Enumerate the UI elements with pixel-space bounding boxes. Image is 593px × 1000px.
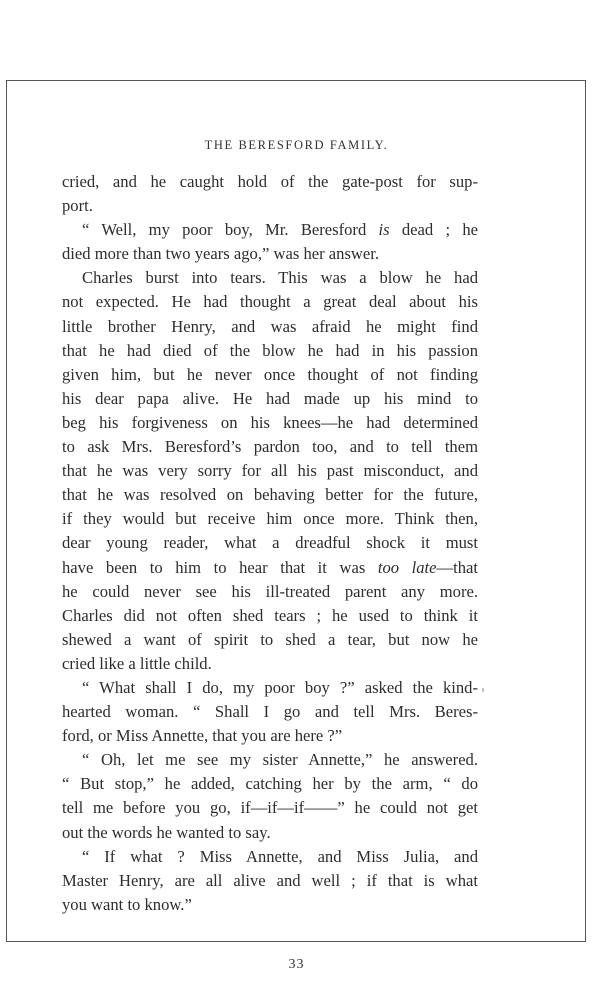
- text-run: given him, but he never once thought of not finding: [62, 364, 478, 384]
- text-run: little brother Henry, and was afraid he might find: [62, 316, 478, 336]
- text-line: [62, 194, 478, 218]
- text-line: [62, 580, 478, 604]
- text-line: [62, 266, 478, 290]
- running-head: THE BERESFORD FAMILY.: [204, 138, 389, 152]
- text-line: [62, 652, 478, 676]
- text-line: [62, 218, 478, 242]
- text-line: [62, 363, 478, 387]
- text-line: [62, 676, 478, 700]
- text-run: hearted woman. “ Shall I go and tell Mrs. Beres-: [62, 702, 478, 722]
- text-run: cried, and he caught hold of the gate-post for sup-: [62, 172, 478, 191]
- text-line: [62, 242, 478, 266]
- text-run: beg his forgiveness on his knees—he had determined: [62, 412, 478, 432]
- text-line: [62, 893, 478, 917]
- text-run: died more than two years ago,” was her answer.: [62, 244, 380, 264]
- text-run: that he was resolved on behaving better for the future,: [62, 485, 478, 505]
- print-speck: [482, 688, 484, 692]
- text-run: that he was very sorry for all his past misconduct, and: [62, 461, 478, 481]
- text-run: “ But stop,” he added, catching her by the arm, “ do: [62, 774, 478, 794]
- text-line: [62, 604, 478, 628]
- italic-run: too late: [377, 557, 437, 577]
- body-text: [62, 170, 478, 917]
- text-run: “ What shall I do, my poor boy ?” asked the kind-: [82, 677, 478, 697]
- text-line: [62, 339, 478, 363]
- text-run: if they would but receive him once more. Think then,: [62, 509, 478, 529]
- text-line: [62, 796, 478, 820]
- text-run: he could never see his ill-treated parent any more.: [62, 581, 478, 601]
- text-run: have been to him to hear that it was: [62, 557, 378, 577]
- text-run: you want to know.”: [62, 894, 192, 914]
- text-run: dead ; he: [389, 220, 478, 240]
- text-run: ford, or Miss Annette, that you are here ?”: [62, 726, 343, 746]
- text-run: not expected. He had thought a great deal about his: [62, 292, 478, 312]
- text-run: that he had died of the blow he had in his passion: [62, 340, 478, 360]
- text-run: “ Oh, let me see my sister Annette,” he answered.: [82, 750, 478, 770]
- text-line: [62, 724, 478, 748]
- text-line: [62, 170, 478, 194]
- text-line: [62, 821, 478, 845]
- page-number: 33: [288, 957, 305, 972]
- text-run: his dear papa alive. He had made up his mind to: [62, 388, 478, 408]
- text-run: tell me before you go, if—if—if——” he could not get: [62, 798, 478, 818]
- text-line: [62, 845, 478, 869]
- text-run: Charles did not often shed tears ; he used to think it: [62, 605, 478, 625]
- text-run: —that: [436, 557, 478, 577]
- text-line: [62, 772, 478, 796]
- text-line: [62, 507, 478, 531]
- text-line: [62, 556, 478, 580]
- text-run: port.: [62, 196, 93, 216]
- text-run: “ If what ? Miss Annette, and Miss Julia, and: [82, 846, 478, 866]
- text-run: “ Well, my poor boy, Mr. Beresford: [82, 220, 379, 240]
- text-run: out the words he wanted to say.: [62, 822, 271, 842]
- text-line: [62, 290, 478, 314]
- text-line: [62, 435, 478, 459]
- text-run: to ask Mrs. Beresford’s pardon too, and to tell them: [62, 437, 478, 457]
- text-line: [62, 869, 478, 893]
- text-run: Charles burst into tears. This was a blow he had: [82, 268, 478, 288]
- text-line: [62, 315, 478, 339]
- italic-run: is: [378, 220, 390, 240]
- text-line: [62, 700, 478, 724]
- text-run: dear young reader, what a dreadful shock it must: [62, 533, 478, 553]
- text-run: cried like a little child.: [62, 653, 212, 673]
- text-line: [62, 387, 478, 411]
- text-line: [62, 411, 478, 435]
- text-line: [62, 483, 478, 507]
- text-run: shewed a want of spirit to shed a tear, but now he: [62, 629, 478, 649]
- text-line: [62, 531, 478, 555]
- text-line: [62, 748, 478, 772]
- text-line: [62, 628, 478, 652]
- text-run: Master Henry, are all alive and well ; if that is what: [62, 870, 478, 890]
- text-line: [62, 459, 478, 483]
